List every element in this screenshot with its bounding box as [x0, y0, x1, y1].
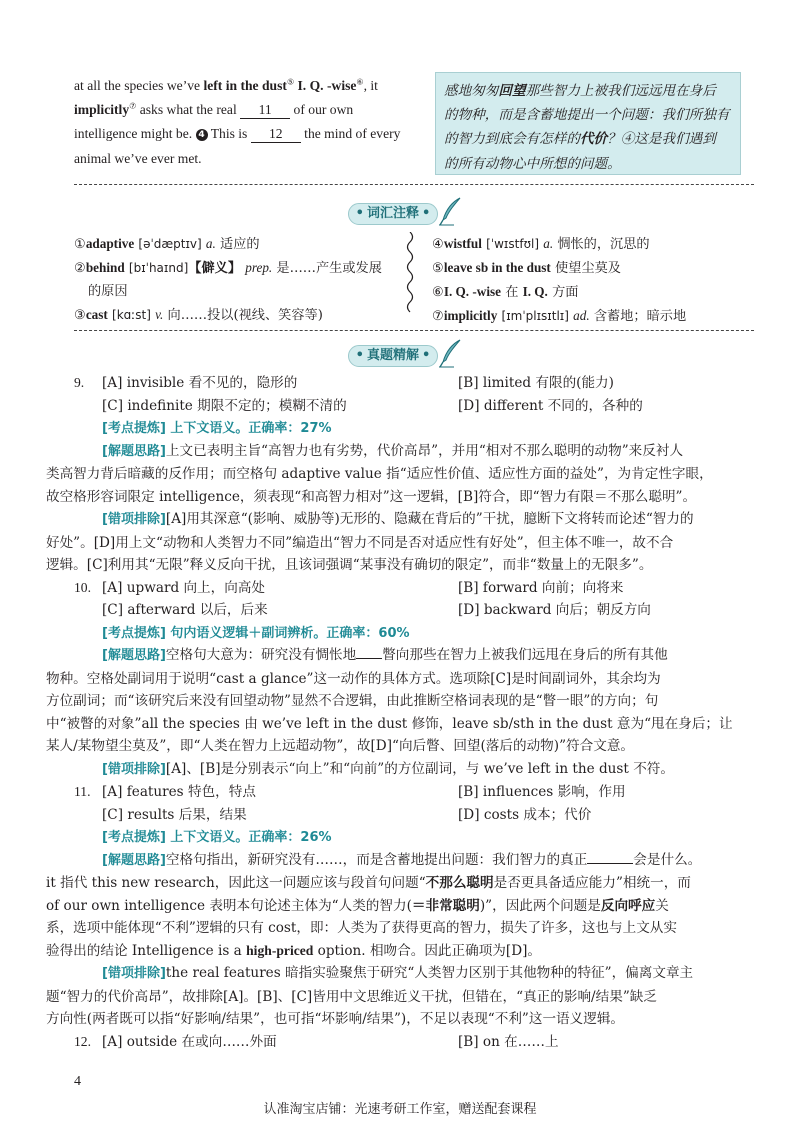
q10-elimination: [错项排除][A]、[B]是分别表示“向上”和“向前”的方位副词，与 we’ve left in the dust 不符。 [102, 760, 674, 777]
passage-excerpt [74, 74, 426, 171]
passage-line-2: implicitly⑦ asks what the real 11 of our own [74, 101, 354, 118]
vocab-item-7: ⑦implicitly [ɪmˈplɪsɪtlɪ] ad. 含蓄地；暗示地 [432, 308, 687, 324]
passage-line-3: intelligence might be. 4 This is 12 the mind of every [74, 126, 401, 142]
vocab-item-5: ⑤leave sb in the dust 使望尘莫及 [432, 260, 621, 276]
q11-options-row-1: 11. [A] features 特色，特点 [B] influences 影响，作用 [74, 784, 626, 800]
translation-box: 感地匆匆回望那些智力上被我们远远甩在身后 的物种，而是含蓄地提出一个问题：我们所独有 的智力到底会有怎样的代价？④这是我们遇到 的所有动物心中所想的问题。 [435, 72, 741, 175]
q10-thinking: [解题思路]空格句大意为：研究没有惆怅地 瞥向那些在智力上被我们远甩在身后的所有其他 物种。空格处副词用于说明“cast a glance”这一动作的具体方式。选项除[C]是时间副词外，其余均为 方位副词；而“该研究后来没有回望动物”显然不合逻辑，由此推断空格词表现的是“瞥一眼”的方向；句 中“被瞥的对象”all the species 由 we’ve left in the dust 修饰，leave sb/sth in the dust 意为“甩在身后；让 某人/某物望尘莫及”，即“人类在智力上远超动物”，故[D]“向后瞥、回望(落后的动物)”符合文意。 [46, 647, 733, 754]
section-title-answers: • 真题精解 • [326, 342, 466, 368]
vocab-list-right [432, 232, 752, 328]
vocab-item-3: ③cast [kɑːst] v. 向……投以(视线、笑容等) [74, 307, 323, 323]
footer-note: 认准淘宝店铺：光速考研工作室，赠送配套课程 [263, 1102, 537, 1117]
wavy-divider [403, 232, 417, 316]
q10-options-row-1: 10. [A] upward 向上，向高处 [B] forward 向前；向将来 [74, 579, 624, 596]
q9-options-row-2: [C] indefinite 期限不定的；模糊不清的 [D] different 不同的，各种的 [102, 397, 643, 414]
q9-point: [考点提炼] 上下文语义。正确率：27% [102, 421, 332, 436]
divider-dashed [74, 184, 754, 185]
vocab-item-6: ⑥I. Q. -wise 在 I. Q. 方面 [432, 284, 579, 300]
q12-options-row-1: 12. [A] outside 在或向……外面 [B] on 在……上 [74, 1033, 559, 1050]
divider-dashed-2 [74, 330, 754, 331]
passage-line-4: animal we’ve ever met. [74, 150, 202, 166]
quill-pen-icon [438, 196, 464, 226]
q9-thinking: [解题思路]上文已表明主旨“高智力也有劣势，代价高昂”，并用“相对不那么聪明的动物”来反衬人 类高智力背后暗藏的反作用；而空格句 adaptive value 指“适应性价值、适应性方面的益处”，为肯定性字眼， 故空格形容词限定 intelligence，须表现“和高智力相对”这一逻辑，[B]符合，即“智力有限＝不那么聪明”。 [46, 442, 713, 505]
answer-explanations [46, 372, 754, 1053]
q9-options-row-1: 9. [A] invisible 看不见的，隐形的 [B] limited 有限的(能力) [74, 375, 614, 391]
passage-line-1: at all the species we’ve left in the dust⑤ I. Q. -wise⑥, it [74, 77, 378, 93]
vocab-item-4: ④wistful [ˈwɪstfʊl] a. 惆怅的，沉思的 [432, 236, 650, 252]
q11-elimination: [错项排除]the real features 暗指实验聚焦于研究“人类智力区别于其他物种的特征”，偏离文章主 题“智力的代价高昂”，故排除[A]。[B]、[C]皆用中文思维近义干扰，但错在，“真正的影响/结果”缺乏 方向性(两者既可以指“好影响/结果”，也可指“坏影响/结果”)，不足以表现“不利”这一语义逻辑。 [46, 965, 694, 1027]
quill-pen-icon [438, 338, 464, 368]
vocab-list-left: ①adaptive [əˈdæptɪv] a. 适应的 ②behind [bɪˈhaɪnd]【僻义】 prep. 是……产生或发展 的原因 ③cast [kɑːst] v. 向……投以(视线、笑容等) [74, 232, 394, 327]
q10-point: [考点提炼] 句内语义逻辑＋副词辨析。正确率：60% [102, 625, 410, 641]
blank-12: 12 [251, 126, 301, 143]
q10-options-row-2: [C] afterward 以后，后来 [D] backward 向后；朝反方向 [102, 602, 651, 618]
page-number: 4 [74, 1074, 81, 1089]
blank-11: 11 [240, 102, 290, 119]
q11-options-row-2: [C] results 后果，结果 [D] costs 成本；代价 [102, 806, 592, 823]
vocab-item-1: ①adaptive [əˈdæptɪv] a. 适应的 [74, 236, 260, 252]
vocab-item-2: ②behind [bɪˈhaɪnd]【僻义】 prep. 是……产生或发展 [74, 260, 382, 276]
q9-elimination: [错项排除][A]用其深意“(影响、威胁等)无形的、隐藏在背后的”干扰，臆断下文将转而论述“智力的 好处”。[D]用上文“动物和人类智力不同”编造出“智力不同是否对适应性有好处”，但主体不唯一，故不合 逻辑。[C]利用其“无限”释义反向干扰，且该词强调“某事没有确切的限定”，而非“数量上的无限多”。 [46, 511, 694, 573]
q11-point: [考点提炼] 上下文语义。正确率：26% [102, 830, 332, 845]
section-title-vocab: • 词汇注释 • [326, 200, 466, 226]
sentence-marker-4: 4 [196, 129, 208, 141]
q11-thinking: [解题思路]空格句指出，新研究没有……，而是含蓄地提出问题：我们智力的真正 会是什么。 it 指代 this new research，因此这一问题应该与段首句问题“不那么聪明是否更具备适应能力”相统一，而 of our own intelligence 表明本句论述主体为“人类的智力(＝非常聪明)”，因此两个问题是反向呼应关 系，选项中能体现“不利”逻辑的只有 cost，即：人类为了获得更高的智力，损失了许多，这也与上文从实 验得出的结论 Intelligence is a high-priced option. 相吻合。因此正确项为[D]。 [46, 851, 702, 959]
